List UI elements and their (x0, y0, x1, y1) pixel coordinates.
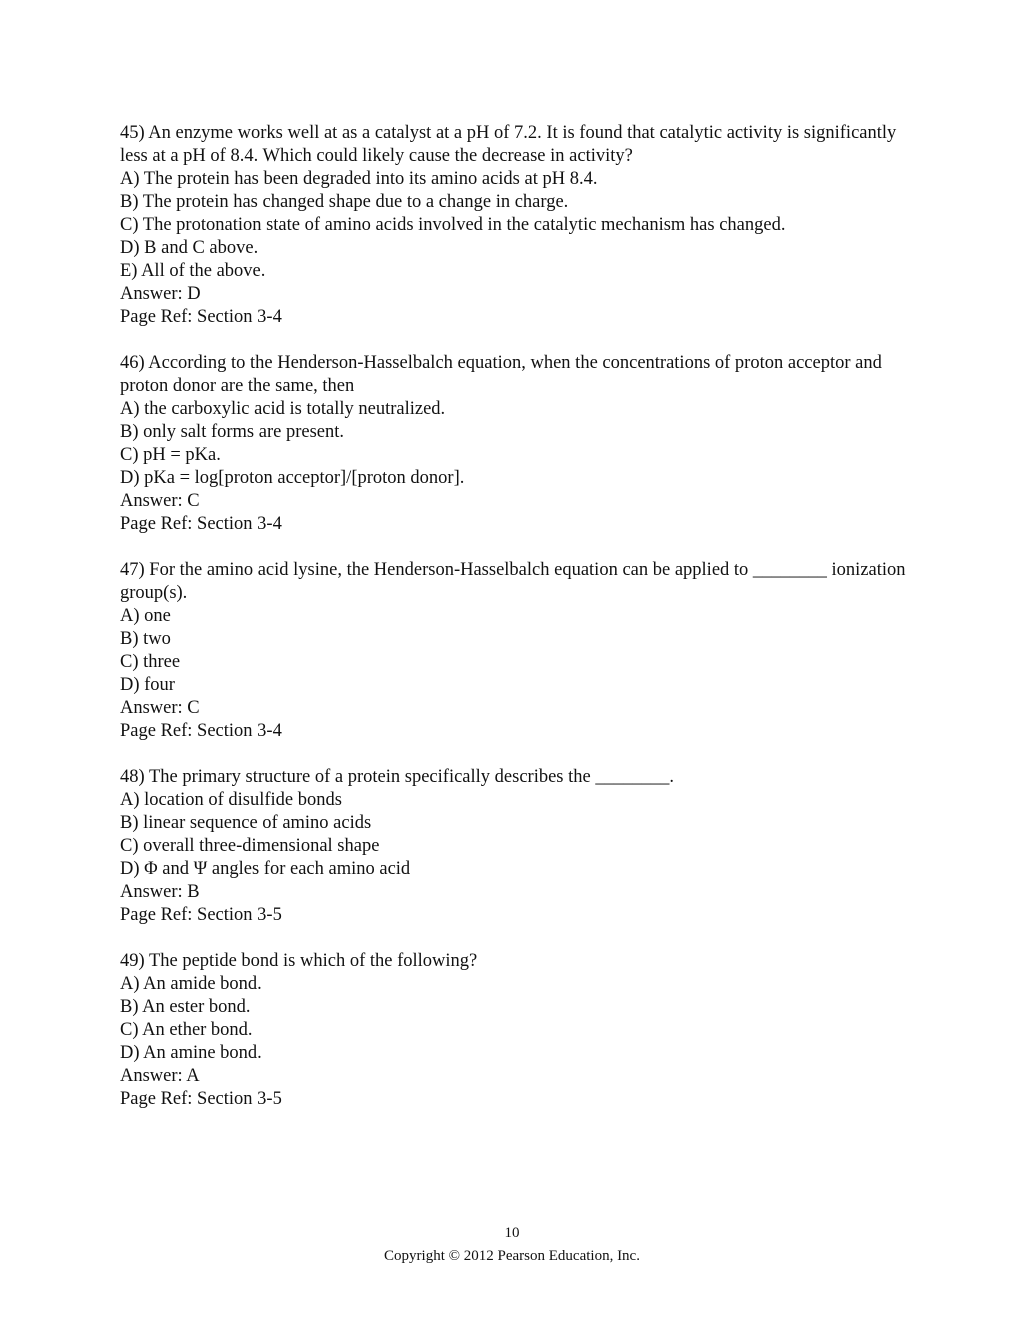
page-number: 10 (504, 1225, 520, 1241)
option-b: B) two (120, 629, 171, 649)
option-d: D) four (120, 675, 175, 695)
option-d: D) Φ and Ψ angles for each amino acid (120, 859, 411, 879)
option-a: A) the carboxylic acid is totally neutralized. (120, 399, 446, 419)
option-c: C) three (120, 652, 181, 672)
answer: Answer: B (120, 882, 200, 902)
option-a: A) location of disulfide bonds (120, 790, 342, 810)
question-list (120, 122, 920, 1134)
option-d: D) An amine bond. (120, 1043, 262, 1063)
answer: Answer: A (120, 1066, 200, 1086)
option-a: A) one (120, 606, 171, 626)
question-45 (120, 122, 920, 329)
option-c: C) The protonation state of amino acids involved in the catalytic mechanism has changed. (120, 215, 786, 235)
question-stem: 47) For the amino acid lysine, the Henderson-Hasselbalch equation can be applied to ________ ionization group(s). (120, 560, 906, 603)
answer: Answer: C (120, 491, 200, 511)
option-b: B) linear sequence of amino acids (120, 813, 372, 833)
page-ref: Page Ref: Section 3-4 (120, 721, 282, 741)
question-stem: 45) An enzyme works well at as a catalyst at a pH of 7.2. It is found that catalytic activity is significantly less at a pH of 8.4. Which could likely cause the decrease in activity? (120, 123, 897, 166)
page-ref: Page Ref: Section 3-4 (120, 514, 282, 534)
question-stem: 48) The primary structure of a protein specifically describes the ________. (120, 767, 674, 787)
page-ref: Page Ref: Section 3-5 (120, 905, 282, 925)
option-c: C) pH = pKa. (120, 445, 221, 465)
option-b: B) An ester bond. (120, 997, 251, 1017)
question-stem: 46) According to the Henderson-Hasselbalch equation, when the concentrations of proton acceptor and proton donor are the same, then (120, 353, 882, 396)
answer: Answer: D (120, 284, 201, 304)
option-a: A) An amide bond. (120, 974, 262, 994)
answer: Answer: C (120, 698, 200, 718)
page-ref: Page Ref: Section 3-5 (120, 1089, 282, 1109)
question-49 (120, 950, 920, 1111)
option-c: C) An ether bond. (120, 1020, 253, 1040)
question-47 (120, 559, 920, 743)
option-a: A) The protein has been degraded into its amino acids at pH 8.4. (120, 169, 598, 189)
option-e: E) All of the above. (120, 261, 266, 281)
question-48 (120, 766, 920, 927)
option-c: C) overall three-dimensional shape (120, 836, 380, 856)
option-b: B) only salt forms are present. (120, 422, 344, 442)
page-ref: Page Ref: Section 3-4 (120, 307, 282, 327)
question-46 (120, 352, 920, 536)
question-stem: 49) The peptide bond is which of the following? (120, 951, 478, 971)
option-d: D) B and C above. (120, 238, 259, 258)
copyright-notice: Copyright © 2012 Pearson Education, Inc. (384, 1248, 640, 1264)
option-d: D) pKa = log[proton acceptor]/[proton donor]. (120, 468, 465, 488)
option-b: B) The protein has changed shape due to a change in charge. (120, 192, 569, 212)
